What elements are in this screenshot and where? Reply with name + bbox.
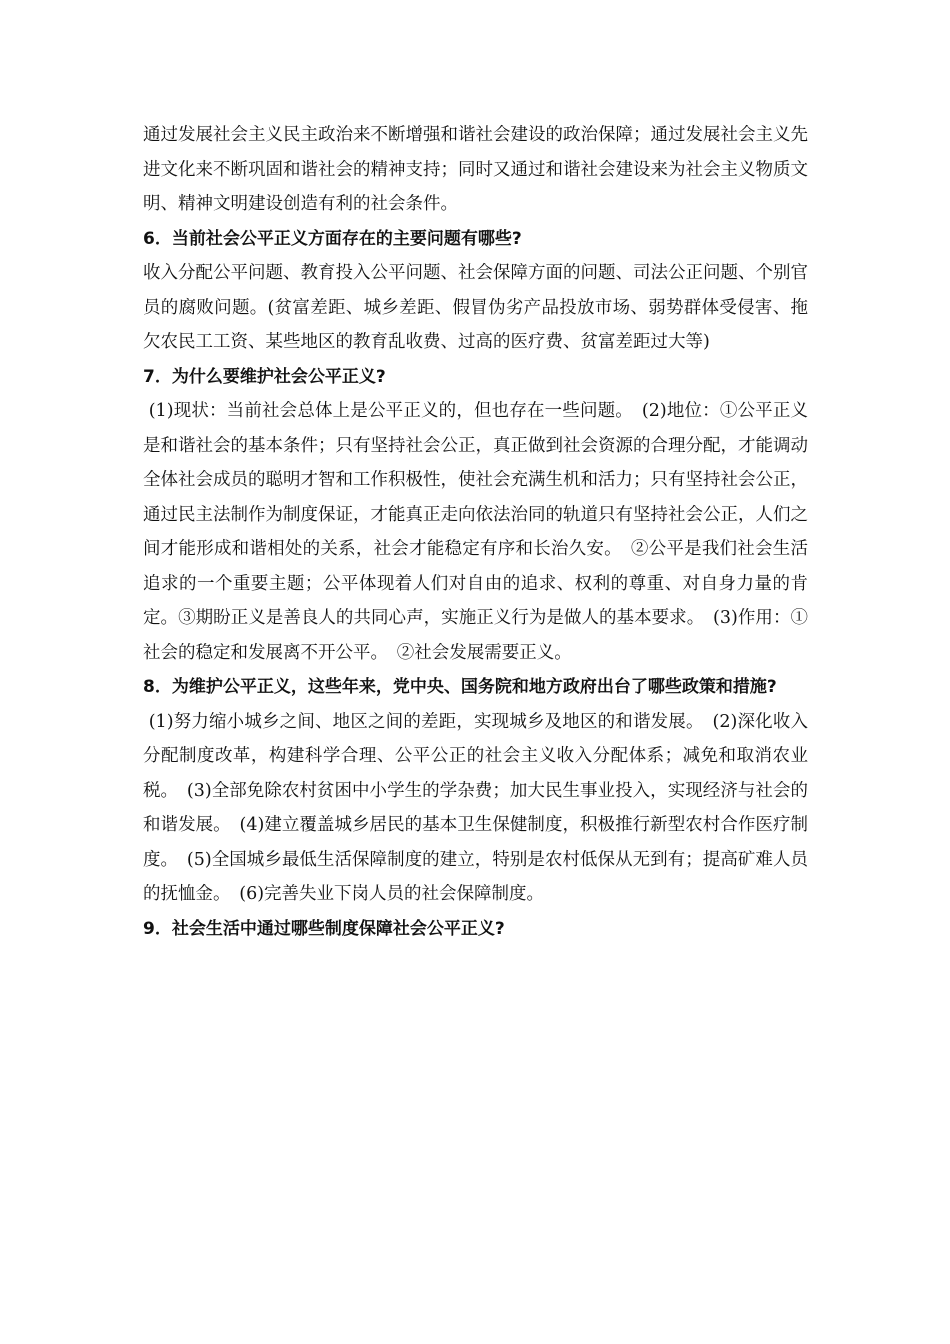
question-8-heading: 8．为维护公平正义，这些年来，党中央、国务院和地方政府出台了哪些政策和措施? [143,677,777,697]
question-6-answer: 收入分配公平问题、教育投入公平问题、社会保障方面的问题、司法公正问题、个别官员的腐败问题。(贫富差距、城乡差距、假冒伪劣产品投放市场、弱势群体受侵害、拖欠农民工工资、某些地区的教育乱收费、过高的医疗费、贫富差距过大等) [143,263,808,352]
question-9-heading: 9．社会生活中通过哪些制度保障社会公平正义? [143,918,505,939]
document-page [143,118,808,946]
intro-paragraph: 通过发展社会主义民主政治来不断增强和谐社会建设的政治保障；通过发展社会主义先进文化来不断巩固和谐社会的精神支持；同时又通过和谐社会建设来为社会主义物质文明、精神文明建设创造有利的社会条件。 [143,125,808,214]
question-7-answer: (1)现状：当前社会总体上是公平正义的，但也存在一些问题。 (2)地位：①公平正义是和谐社会的基本条件；只有坚持社会公正，真正做到社会资源的合理分配，才能调动全体社会成员的聪明才智和工作积极性，使社会充满生机和活力；只有坚持社会公正，通过民主法制作为制度保证，才能真正走向依法治同的轨道只有坚持社会公正，人们之间才能形成和谐相处的关系，社会才能稳定有序和长治久安。 ②公平是我们社会生活追求的一个重要主题；公平体现着人们对自由的追求、权利的尊重、对自身力量的肯定。③期盼正义是善良人的共同心声，实施正义行为是做人的基本要求。 (3)作用：①社会的稳定和发展离不开公平。 ②社会发展需要正义。 [143,401,808,663]
question-8-answer: (1)努力缩小城乡之间、地区之间的差距，实现城乡及地区的和谐发展。 (2)深化收入分配制度改革，构建科学合理、公平公正的社会主义收入分配体系；减免和取消农业税。 (3)全部免除农村贫困中小学生的学杂费；加大民生事业投入，实现经济与社会的和谐发展。 (4)建立覆盖城乡居民的基本卫生保健制度，积极推行新型农村合作医疗制度。 (5)全国城乡最低生活保障制度的建立，特别是农村低保从无到有；提高矿难人员的抚恤金。 (6)完善失业下岗人员的社会保障制度。 [143,711,808,904]
question-6-heading: 6．当前社会公平正义方面存在的主要问题有哪些? [143,228,522,249]
question-7-heading: 7．为什么要维护社会公平正义? [143,366,386,387]
